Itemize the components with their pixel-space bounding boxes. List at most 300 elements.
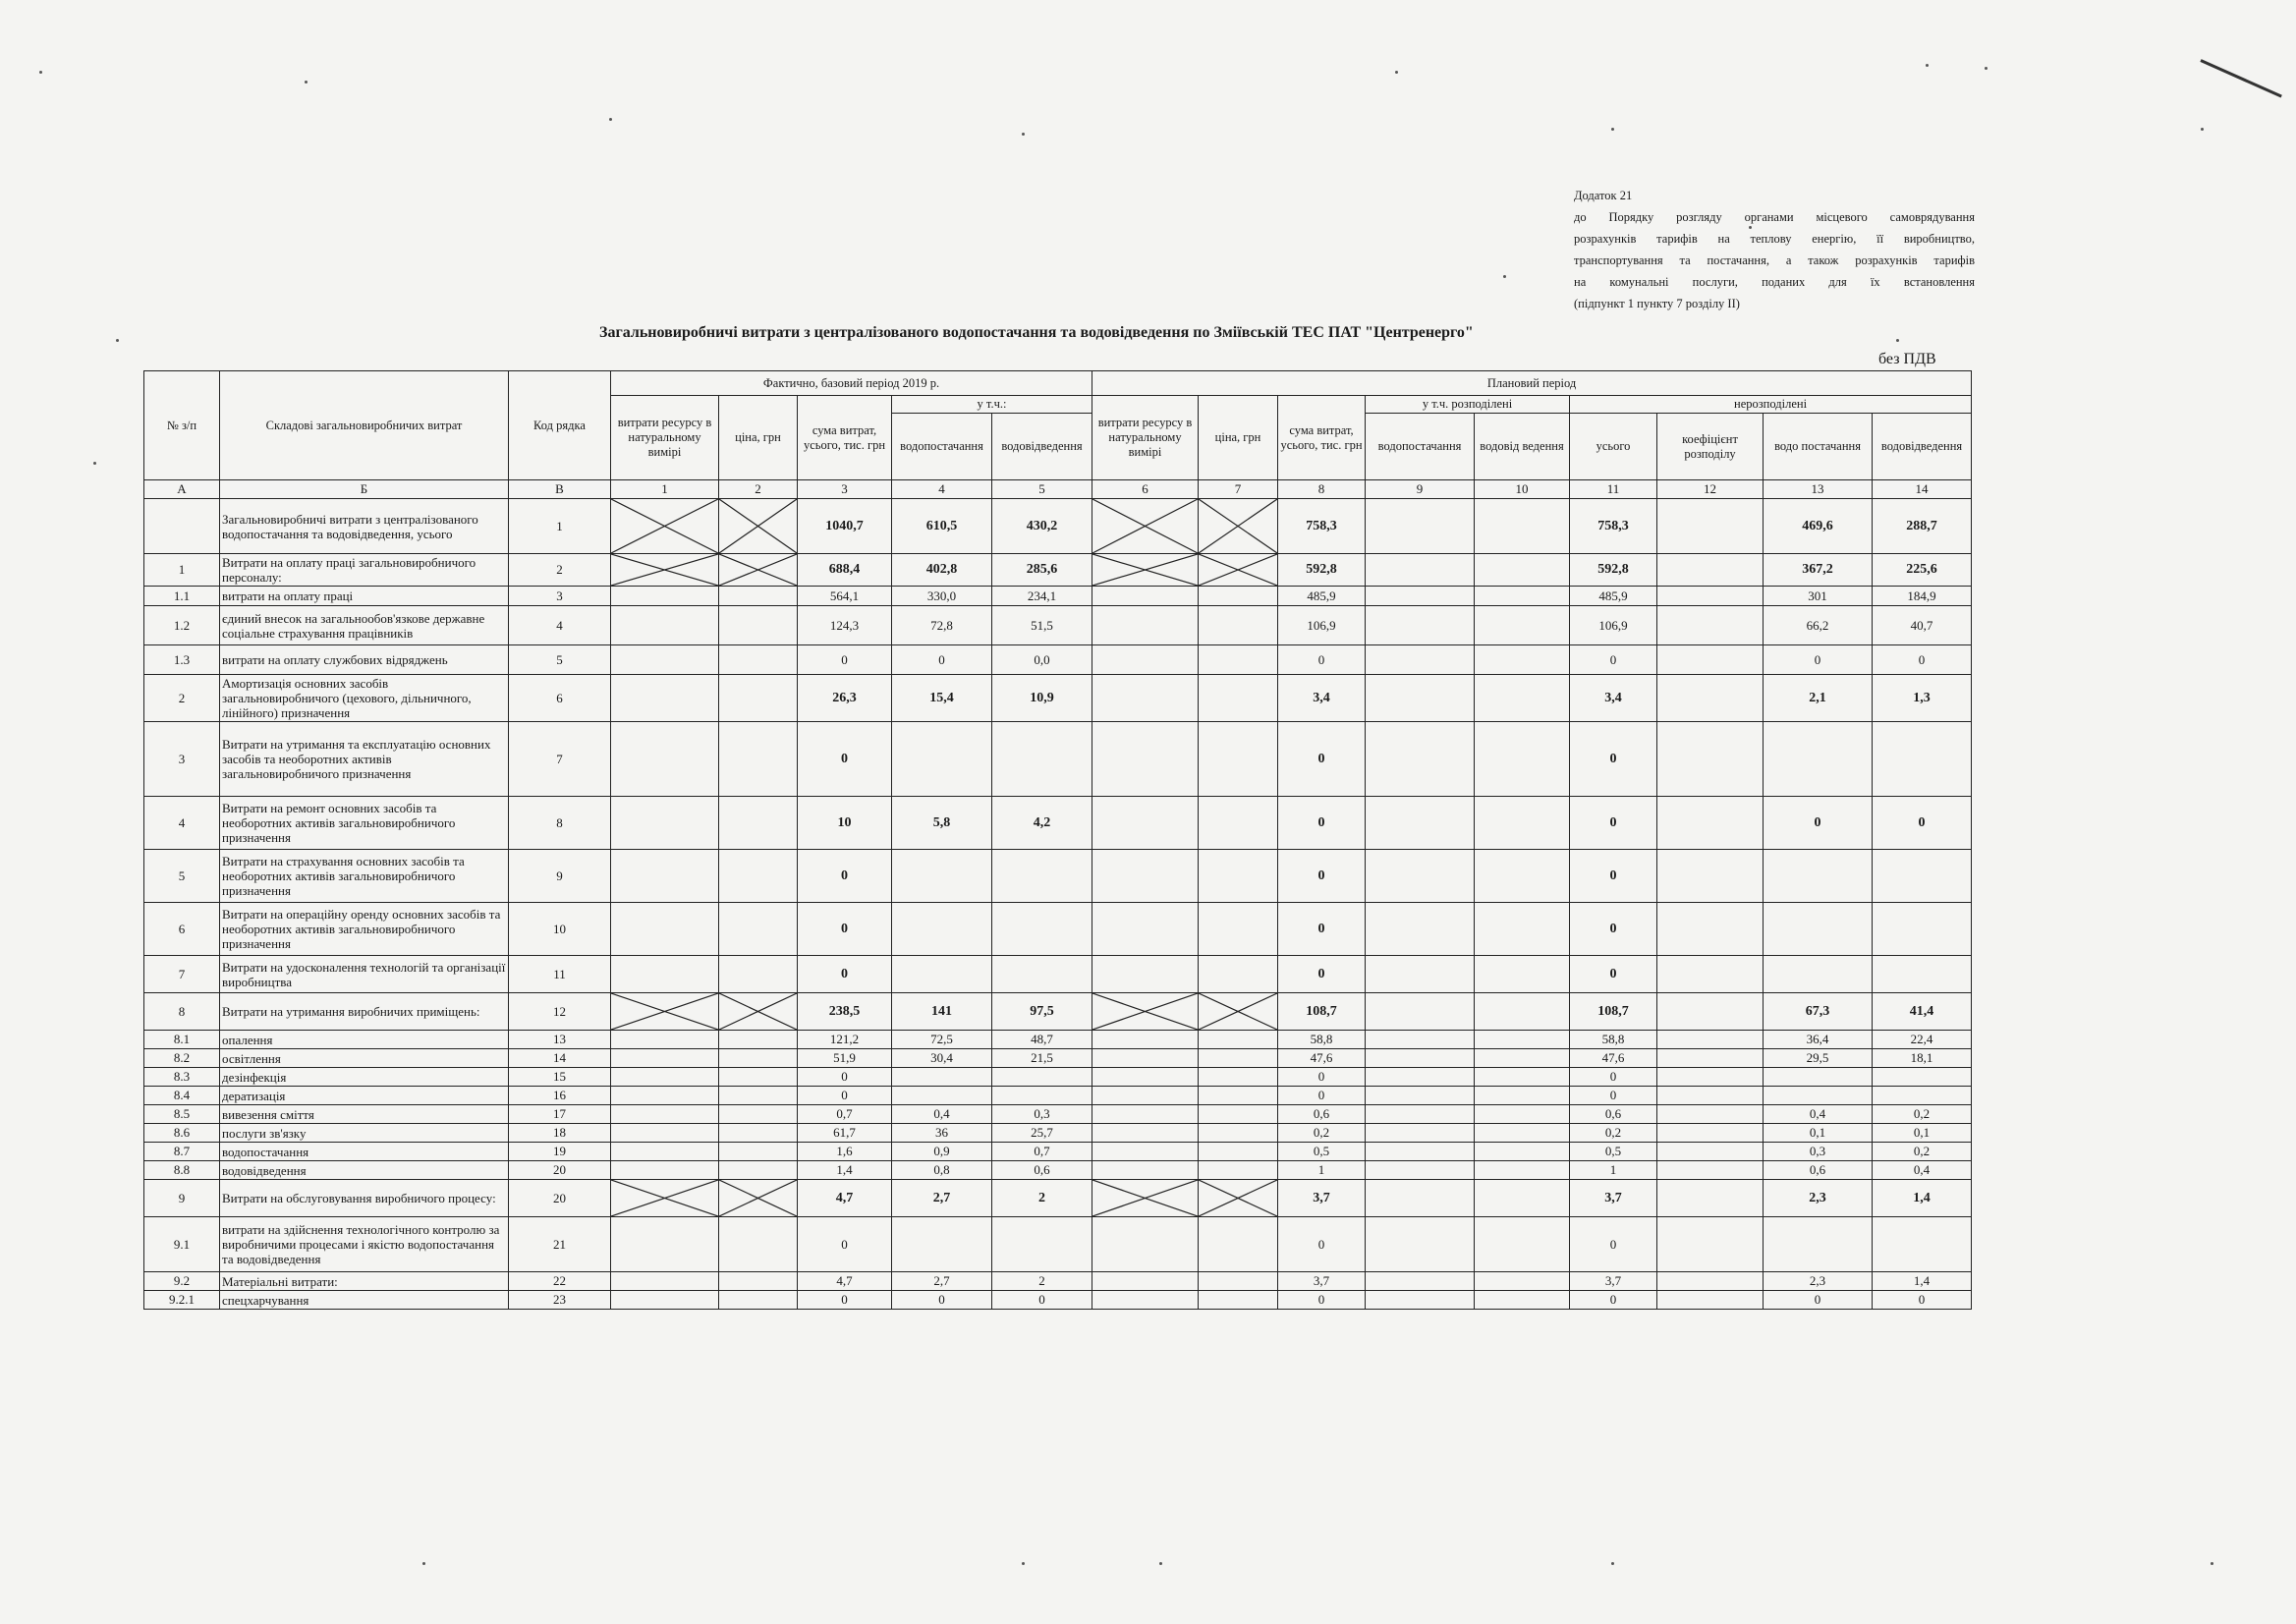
row-code: 5 bbox=[509, 645, 611, 675]
cell-total-actual: 0 bbox=[798, 903, 892, 956]
cell-price-actual bbox=[719, 1068, 798, 1087]
cell-water-supply-distributed bbox=[1366, 1068, 1475, 1087]
cell-price-planned bbox=[1199, 1087, 1278, 1105]
cell-price-actual bbox=[719, 587, 798, 606]
cell-water-supply-undistributed: 2,3 bbox=[1764, 1180, 1873, 1217]
row-code: 9 bbox=[509, 850, 611, 903]
table-row bbox=[144, 850, 1972, 903]
header-price-planned: ціна, грн bbox=[1199, 396, 1278, 480]
cell-total-planned: 0 bbox=[1278, 722, 1366, 797]
cell-water-supply-actual bbox=[892, 956, 992, 993]
cell-water-disposal-undistributed bbox=[1873, 1217, 1972, 1272]
cell-total-planned: 58,8 bbox=[1278, 1031, 1366, 1049]
cell-water-supply-actual: 610,5 bbox=[892, 499, 992, 554]
cell-total-planned: 0,5 bbox=[1278, 1143, 1366, 1161]
cell-price-planned bbox=[1199, 499, 1278, 554]
cell-water-disposal-distributed bbox=[1475, 1124, 1570, 1143]
cell-coef bbox=[1657, 499, 1764, 554]
cell-water-disposal-distributed bbox=[1475, 1217, 1570, 1272]
cell-water-disposal-actual: 430,2 bbox=[992, 499, 1092, 554]
cell-total-actual: 0 bbox=[798, 1087, 892, 1105]
table-row bbox=[144, 554, 1972, 587]
cell-coef bbox=[1657, 1143, 1764, 1161]
cell-total-planned: 3,7 bbox=[1278, 1180, 1366, 1217]
header-res-natural-actual: витрати ресурсу в натуральному вимірі bbox=[611, 396, 719, 480]
cell-total-undistributed: 0 bbox=[1570, 1087, 1657, 1105]
cell-water-disposal-distributed bbox=[1475, 797, 1570, 850]
cell-total-undistributed: 0 bbox=[1570, 903, 1657, 956]
header-water-supply-undistributed: водо постачання bbox=[1764, 414, 1873, 480]
column-index-cell: 12 bbox=[1657, 480, 1764, 499]
cell-water-supply-actual: 402,8 bbox=[892, 554, 992, 587]
cell-coef bbox=[1657, 956, 1764, 993]
cell-water-disposal-undistributed: 41,4 bbox=[1873, 993, 1972, 1031]
cell-water-supply-actual: 0,4 bbox=[892, 1105, 992, 1124]
cell-water-disposal-distributed bbox=[1475, 675, 1570, 722]
row-name: Амортизація основних засобів загальновиробничого (цехового, дільничного, лінійного) призначення bbox=[220, 675, 509, 722]
cell-water-disposal-distributed bbox=[1475, 645, 1570, 675]
cell-total-undistributed: 0 bbox=[1570, 850, 1657, 903]
cell-total-planned: 592,8 bbox=[1278, 554, 1366, 587]
cell-total-undistributed: 108,7 bbox=[1570, 993, 1657, 1031]
row-number: 8.7 bbox=[144, 1143, 220, 1161]
cell-coef bbox=[1657, 645, 1764, 675]
cell-price-planned bbox=[1199, 1031, 1278, 1049]
row-name: дератизація bbox=[220, 1087, 509, 1105]
cell-total-planned: 0 bbox=[1278, 1217, 1366, 1272]
table-row bbox=[144, 722, 1972, 797]
cell-coef bbox=[1657, 850, 1764, 903]
row-name: вивезення сміття bbox=[220, 1105, 509, 1124]
cell-total-actual: 688,4 bbox=[798, 554, 892, 587]
cell-total-actual: 124,3 bbox=[798, 606, 892, 645]
cell-res-natural-planned bbox=[1092, 1031, 1199, 1049]
row-number: 8.2 bbox=[144, 1049, 220, 1068]
document-title: Загальновиробничі витрати з централізованого водопостачання та водовідведення по Зміївській ТЕС ПАТ "Центренерго" bbox=[599, 324, 1474, 341]
header-res-natural-planned: витрати ресурсу в натуральному вимірі bbox=[1092, 396, 1199, 480]
header-total-actual: сума витрат, усього, тис. грн bbox=[798, 396, 892, 480]
row-number: 8 bbox=[144, 993, 220, 1031]
cell-water-disposal-undistributed bbox=[1873, 850, 1972, 903]
cell-water-supply-undistributed: 469,6 bbox=[1764, 499, 1873, 554]
cell-total-actual: 0 bbox=[798, 1291, 892, 1310]
row-number: 9.2 bbox=[144, 1272, 220, 1291]
cell-total-undistributed: 106,9 bbox=[1570, 606, 1657, 645]
cell-price-actual bbox=[719, 797, 798, 850]
cell-coef bbox=[1657, 1049, 1764, 1068]
cell-coef bbox=[1657, 722, 1764, 797]
cell-res-natural-actual bbox=[611, 797, 719, 850]
cell-coef bbox=[1657, 903, 1764, 956]
cell-res-natural-planned bbox=[1092, 956, 1199, 993]
cell-res-natural-actual bbox=[611, 903, 719, 956]
appendix-line: на комунальні послуги, поданих для їх встановлення bbox=[1574, 275, 1975, 289]
table-row bbox=[144, 1087, 1972, 1105]
scan-speck bbox=[93, 462, 96, 465]
cell-res-natural-actual bbox=[611, 1180, 719, 1217]
table-row bbox=[144, 1217, 1972, 1272]
row-code: 10 bbox=[509, 903, 611, 956]
table-row bbox=[144, 1105, 1972, 1124]
cell-res-natural-planned bbox=[1092, 1049, 1199, 1068]
cell-water-disposal-distributed bbox=[1475, 587, 1570, 606]
scan-speck bbox=[1985, 67, 1988, 70]
cell-water-disposal-undistributed: 288,7 bbox=[1873, 499, 1972, 554]
row-number: 8.8 bbox=[144, 1161, 220, 1180]
table-row bbox=[144, 797, 1972, 850]
row-number: 8.6 bbox=[144, 1124, 220, 1143]
cell-price-actual bbox=[719, 675, 798, 722]
cell-total-undistributed: 592,8 bbox=[1570, 554, 1657, 587]
cell-total-actual: 61,7 bbox=[798, 1124, 892, 1143]
cell-price-planned bbox=[1199, 722, 1278, 797]
header-water-disposal-undistributed: водовідведення bbox=[1873, 414, 1972, 480]
cell-water-supply-distributed bbox=[1366, 645, 1475, 675]
row-code: 21 bbox=[509, 1217, 611, 1272]
cell-price-planned bbox=[1199, 850, 1278, 903]
cell-coef bbox=[1657, 675, 1764, 722]
column-index-cell: 2 bbox=[719, 480, 798, 499]
cell-price-planned bbox=[1199, 797, 1278, 850]
appendix-line: Додаток 21 bbox=[1574, 189, 1633, 202]
cell-price-planned bbox=[1199, 554, 1278, 587]
cell-total-actual: 0 bbox=[798, 956, 892, 993]
cell-res-natural-planned bbox=[1092, 850, 1199, 903]
row-code: 4 bbox=[509, 606, 611, 645]
cell-water-disposal-distributed bbox=[1475, 1087, 1570, 1105]
cell-res-natural-actual bbox=[611, 1217, 719, 1272]
cell-water-supply-distributed bbox=[1366, 850, 1475, 903]
cell-water-disposal-undistributed bbox=[1873, 1068, 1972, 1087]
table-row bbox=[144, 1068, 1972, 1087]
cell-res-natural-planned bbox=[1092, 797, 1199, 850]
column-index-cell: 7 bbox=[1199, 480, 1278, 499]
cell-res-natural-actual bbox=[611, 993, 719, 1031]
cell-price-planned bbox=[1199, 1291, 1278, 1310]
row-number: 1.1 bbox=[144, 587, 220, 606]
row-code: 11 bbox=[509, 956, 611, 993]
cell-water-disposal-distributed bbox=[1475, 1143, 1570, 1161]
header-water-supply-planned: водопостачання bbox=[1366, 414, 1475, 480]
cell-total-planned: 0 bbox=[1278, 645, 1366, 675]
row-name: освітлення bbox=[220, 1049, 509, 1068]
cell-total-planned: 3,7 bbox=[1278, 1272, 1366, 1291]
cell-total-undistributed: 0,6 bbox=[1570, 1105, 1657, 1124]
cell-res-natural-planned bbox=[1092, 1291, 1199, 1310]
cell-price-actual bbox=[719, 722, 798, 797]
cell-total-planned: 1 bbox=[1278, 1161, 1366, 1180]
cell-price-planned bbox=[1199, 675, 1278, 722]
appendix-line: транспортування та постачання, а також розрахунків тарифів bbox=[1574, 253, 1975, 267]
cell-water-supply-undistributed: 2,3 bbox=[1764, 1272, 1873, 1291]
cell-water-supply-undistributed: 29,5 bbox=[1764, 1049, 1873, 1068]
row-number: 4 bbox=[144, 797, 220, 850]
cell-water-disposal-actual: 2 bbox=[992, 1180, 1092, 1217]
cell-res-natural-actual bbox=[611, 1272, 719, 1291]
cell-res-natural-planned bbox=[1092, 1105, 1199, 1124]
column-index-row bbox=[144, 480, 1972, 499]
table-row bbox=[144, 1124, 1972, 1143]
column-index-cell: В bbox=[509, 480, 611, 499]
scan-speck bbox=[305, 81, 308, 84]
cell-water-disposal-distributed bbox=[1475, 722, 1570, 797]
cell-price-actual bbox=[719, 1272, 798, 1291]
cell-price-planned bbox=[1199, 1068, 1278, 1087]
cell-water-supply-undistributed bbox=[1764, 956, 1873, 993]
cell-price-actual bbox=[719, 1180, 798, 1217]
cell-total-actual: 0 bbox=[798, 850, 892, 903]
cell-total-planned: 0 bbox=[1278, 903, 1366, 956]
row-code: 23 bbox=[509, 1291, 611, 1310]
table-row bbox=[144, 1143, 1972, 1161]
cell-water-disposal-distributed bbox=[1475, 993, 1570, 1031]
row-name: витрати на оплату службових відряджень bbox=[220, 645, 509, 675]
table-row bbox=[144, 903, 1972, 956]
cell-water-disposal-distributed bbox=[1475, 1105, 1570, 1124]
cell-res-natural-planned bbox=[1092, 675, 1199, 722]
cell-water-disposal-distributed bbox=[1475, 1161, 1570, 1180]
cell-res-natural-planned bbox=[1092, 1217, 1199, 1272]
cell-price-actual bbox=[719, 1049, 798, 1068]
cell-water-disposal-actual bbox=[992, 903, 1092, 956]
cell-total-planned: 0 bbox=[1278, 1068, 1366, 1087]
header-incl-distributed: у т.ч. розподілені bbox=[1366, 396, 1570, 414]
cell-res-natural-actual bbox=[611, 675, 719, 722]
cell-coef bbox=[1657, 1031, 1764, 1049]
cell-water-supply-actual bbox=[892, 1087, 992, 1105]
cell-total-undistributed: 758,3 bbox=[1570, 499, 1657, 554]
cell-price-planned bbox=[1199, 993, 1278, 1031]
cell-water-supply-distributed bbox=[1366, 1161, 1475, 1180]
row-name: Загальновиробничі витрати з централізованого водопостачання та водовідведення, усього bbox=[220, 499, 509, 554]
cell-water-disposal-actual: 234,1 bbox=[992, 587, 1092, 606]
scan-speck bbox=[1926, 64, 1929, 67]
cell-total-planned: 47,6 bbox=[1278, 1049, 1366, 1068]
scan-speck bbox=[609, 118, 612, 121]
cell-water-supply-actual bbox=[892, 1217, 992, 1272]
cell-water-disposal-undistributed: 0,2 bbox=[1873, 1105, 1972, 1124]
header-price-actual: ціна, грн bbox=[719, 396, 798, 480]
cell-price-planned bbox=[1199, 645, 1278, 675]
row-number: 8.5 bbox=[144, 1105, 220, 1124]
column-index-cell: Б bbox=[220, 480, 509, 499]
cell-total-undistributed: 0 bbox=[1570, 722, 1657, 797]
cell-water-supply-actual: 72,8 bbox=[892, 606, 992, 645]
row-number: 2 bbox=[144, 675, 220, 722]
cell-water-disposal-distributed bbox=[1475, 1031, 1570, 1049]
cell-water-supply-undistributed: 66,2 bbox=[1764, 606, 1873, 645]
header-total-planned: сума витрат, усього, тис. грн bbox=[1278, 396, 1366, 480]
cell-water-disposal-undistributed bbox=[1873, 722, 1972, 797]
cell-water-disposal-actual: 285,6 bbox=[992, 554, 1092, 587]
cell-coef bbox=[1657, 1291, 1764, 1310]
cell-water-supply-undistributed: 0,4 bbox=[1764, 1105, 1873, 1124]
cell-water-disposal-actual bbox=[992, 722, 1092, 797]
cell-water-supply-distributed bbox=[1366, 1087, 1475, 1105]
cell-water-supply-actual bbox=[892, 903, 992, 956]
cell-water-disposal-undistributed: 1,4 bbox=[1873, 1272, 1972, 1291]
cell-water-supply-undistributed bbox=[1764, 850, 1873, 903]
cell-res-natural-actual bbox=[611, 1105, 719, 1124]
cell-total-actual: 1,4 bbox=[798, 1161, 892, 1180]
cell-total-actual: 1040,7 bbox=[798, 499, 892, 554]
cell-total-undistributed: 0 bbox=[1570, 1291, 1657, 1310]
row-name: Витрати на страхування основних засобів та необоротних активів загальновиробничого призначення bbox=[220, 850, 509, 903]
cell-price-planned bbox=[1199, 956, 1278, 993]
cell-coef bbox=[1657, 1068, 1764, 1087]
cell-water-supply-undistributed: 367,2 bbox=[1764, 554, 1873, 587]
cell-total-actual: 1,6 bbox=[798, 1143, 892, 1161]
cell-water-supply-undistributed: 0,3 bbox=[1764, 1143, 1873, 1161]
cell-price-actual bbox=[719, 956, 798, 993]
cell-coef bbox=[1657, 1087, 1764, 1105]
cell-water-disposal-undistributed: 0,1 bbox=[1873, 1124, 1972, 1143]
cell-coef bbox=[1657, 606, 1764, 645]
header-num: № з/п bbox=[144, 371, 220, 480]
cell-water-supply-undistributed: 301 bbox=[1764, 587, 1873, 606]
row-code: 19 bbox=[509, 1143, 611, 1161]
cell-price-planned bbox=[1199, 1143, 1278, 1161]
cell-water-supply-undistributed bbox=[1764, 1087, 1873, 1105]
scan-speck bbox=[1022, 1562, 1025, 1565]
cell-price-actual bbox=[719, 850, 798, 903]
cell-water-disposal-undistributed bbox=[1873, 903, 1972, 956]
cell-water-disposal-actual: 51,5 bbox=[992, 606, 1092, 645]
row-code: 15 bbox=[509, 1068, 611, 1087]
row-number: 9.1 bbox=[144, 1217, 220, 1272]
cell-water-supply-undistributed: 0 bbox=[1764, 645, 1873, 675]
cell-coef bbox=[1657, 1124, 1764, 1143]
cell-price-actual bbox=[719, 645, 798, 675]
cell-water-supply-actual: 0,9 bbox=[892, 1143, 992, 1161]
cell-water-supply-distributed bbox=[1366, 722, 1475, 797]
table-row bbox=[144, 1291, 1972, 1310]
cell-water-disposal-distributed bbox=[1475, 499, 1570, 554]
cell-total-actual: 0 bbox=[798, 645, 892, 675]
row-code: 1 bbox=[509, 499, 611, 554]
row-number: 1 bbox=[144, 554, 220, 587]
row-number: 3 bbox=[144, 722, 220, 797]
cell-water-supply-actual bbox=[892, 1068, 992, 1087]
cell-water-supply-actual: 141 bbox=[892, 993, 992, 1031]
cell-total-actual: 4,7 bbox=[798, 1180, 892, 1217]
cell-res-natural-actual bbox=[611, 554, 719, 587]
cell-total-planned: 0 bbox=[1278, 1087, 1366, 1105]
cell-water-disposal-actual bbox=[992, 1217, 1092, 1272]
cell-water-disposal-actual: 0 bbox=[992, 1291, 1092, 1310]
cell-water-disposal-actual: 21,5 bbox=[992, 1049, 1092, 1068]
cell-price-planned bbox=[1199, 1180, 1278, 1217]
cell-total-planned: 758,3 bbox=[1278, 499, 1366, 554]
cell-water-supply-undistributed: 36,4 bbox=[1764, 1031, 1873, 1049]
cell-total-undistributed: 3,7 bbox=[1570, 1272, 1657, 1291]
row-name: Витрати на операційну оренду основних засобів та необоротних активів загальновиробничого призначення bbox=[220, 903, 509, 956]
cell-water-disposal-undistributed bbox=[1873, 956, 1972, 993]
row-number: 6 bbox=[144, 903, 220, 956]
table-row bbox=[144, 499, 1972, 554]
cell-coef bbox=[1657, 1217, 1764, 1272]
scan-speck bbox=[39, 71, 42, 74]
cell-res-natural-planned bbox=[1092, 499, 1199, 554]
cell-water-disposal-actual: 0,7 bbox=[992, 1143, 1092, 1161]
cell-total-planned: 485,9 bbox=[1278, 587, 1366, 606]
cell-res-natural-actual bbox=[611, 722, 719, 797]
cell-water-supply-distributed bbox=[1366, 1291, 1475, 1310]
table-row bbox=[144, 993, 1972, 1031]
cell-res-natural-actual bbox=[611, 606, 719, 645]
cell-water-supply-distributed bbox=[1366, 1105, 1475, 1124]
cell-water-disposal-distributed bbox=[1475, 1049, 1570, 1068]
cell-res-natural-planned bbox=[1092, 903, 1199, 956]
cell-water-disposal-undistributed: 1,4 bbox=[1873, 1180, 1972, 1217]
cell-total-actual: 26,3 bbox=[798, 675, 892, 722]
cell-water-disposal-undistributed bbox=[1873, 1087, 1972, 1105]
cell-water-supply-undistributed: 0 bbox=[1764, 797, 1873, 850]
cell-coef bbox=[1657, 1105, 1764, 1124]
cell-water-disposal-undistributed: 0 bbox=[1873, 645, 1972, 675]
scan-speck bbox=[2211, 1562, 2213, 1565]
row-number: 8.3 bbox=[144, 1068, 220, 1087]
cell-water-supply-undistributed: 67,3 bbox=[1764, 993, 1873, 1031]
cell-water-supply-distributed bbox=[1366, 1143, 1475, 1161]
cell-res-natural-planned bbox=[1092, 1124, 1199, 1143]
row-number: 9.2.1 bbox=[144, 1291, 220, 1310]
scan-speck bbox=[1395, 71, 1398, 74]
cell-water-disposal-undistributed: 18,1 bbox=[1873, 1049, 1972, 1068]
cell-water-disposal-undistributed: 184,9 bbox=[1873, 587, 1972, 606]
cell-res-natural-planned bbox=[1092, 1180, 1199, 1217]
cell-water-supply-distributed bbox=[1366, 499, 1475, 554]
table-row bbox=[144, 645, 1972, 675]
cell-total-actual: 51,9 bbox=[798, 1049, 892, 1068]
cell-water-disposal-undistributed: 1,3 bbox=[1873, 675, 1972, 722]
cell-price-actual bbox=[719, 499, 798, 554]
row-number: 1.3 bbox=[144, 645, 220, 675]
cell-water-disposal-actual bbox=[992, 1068, 1092, 1087]
cell-price-planned bbox=[1199, 903, 1278, 956]
cell-water-supply-actual: 30,4 bbox=[892, 1049, 992, 1068]
cell-water-supply-distributed bbox=[1366, 956, 1475, 993]
appendix-line: (підпункт 1 пункту 7 розділу II) bbox=[1574, 297, 1740, 310]
cell-price-actual bbox=[719, 993, 798, 1031]
cell-total-actual: 238,5 bbox=[798, 993, 892, 1031]
cell-water-disposal-actual: 48,7 bbox=[992, 1031, 1092, 1049]
row-name: спецхарчування bbox=[220, 1291, 509, 1310]
cell-water-supply-undistributed: 0,6 bbox=[1764, 1161, 1873, 1180]
cell-water-supply-distributed bbox=[1366, 587, 1475, 606]
header-water-disposal: водовідведення bbox=[992, 414, 1092, 480]
cell-price-actual bbox=[719, 1161, 798, 1180]
cell-water-supply-distributed bbox=[1366, 993, 1475, 1031]
column-index-cell: 3 bbox=[798, 480, 892, 499]
column-index-cell: 13 bbox=[1764, 480, 1873, 499]
cell-total-undistributed: 485,9 bbox=[1570, 587, 1657, 606]
column-index-cell: 4 bbox=[892, 480, 992, 499]
cell-water-disposal-distributed bbox=[1475, 606, 1570, 645]
header-total-undistributed: усього bbox=[1570, 414, 1657, 480]
cell-total-undistributed: 0 bbox=[1570, 797, 1657, 850]
cell-res-natural-actual bbox=[611, 1124, 719, 1143]
cell-total-undistributed: 1 bbox=[1570, 1161, 1657, 1180]
cell-res-natural-planned bbox=[1092, 1143, 1199, 1161]
cell-water-disposal-actual: 2 bbox=[992, 1272, 1092, 1291]
cell-total-actual: 564,1 bbox=[798, 587, 892, 606]
cell-total-planned: 108,7 bbox=[1278, 993, 1366, 1031]
cell-coef bbox=[1657, 1180, 1764, 1217]
cell-water-disposal-undistributed: 0,2 bbox=[1873, 1143, 1972, 1161]
cell-water-disposal-distributed bbox=[1475, 903, 1570, 956]
cell-total-undistributed: 0,5 bbox=[1570, 1143, 1657, 1161]
